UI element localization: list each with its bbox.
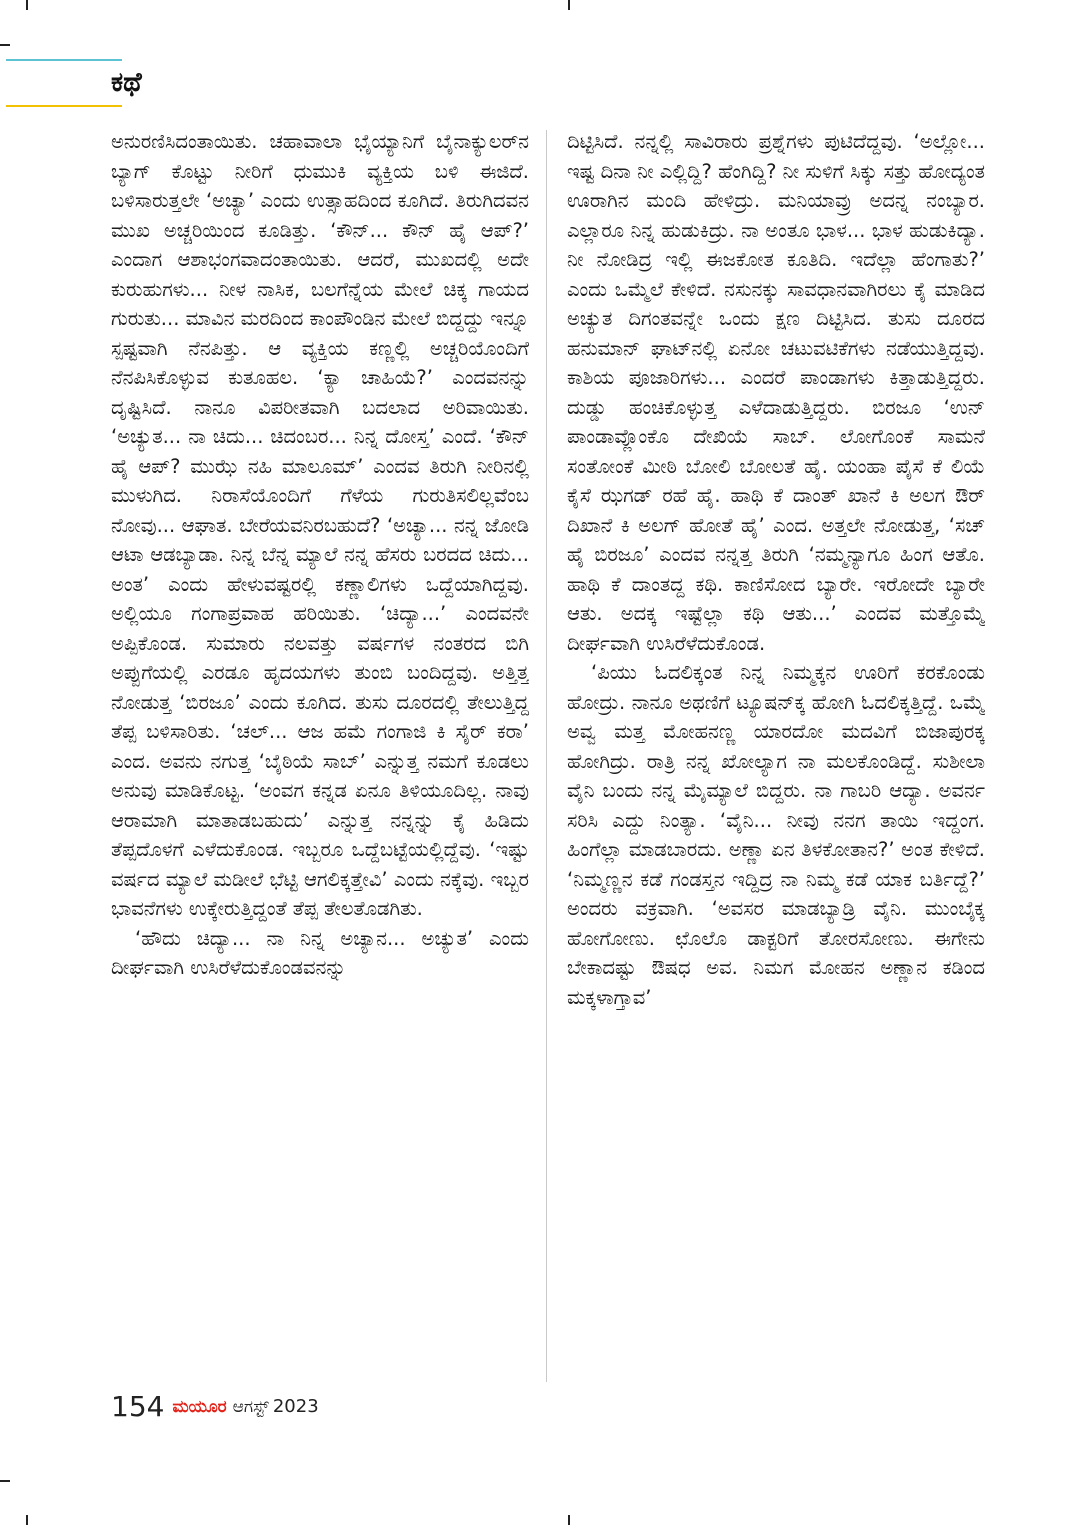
column-divider — [546, 130, 547, 1382]
issue-year: 2023 — [272, 1396, 319, 1417]
page-footer — [111, 1390, 319, 1430]
right-text-column — [567, 127, 985, 1382]
paragraph: ‘ಪಿಯು ಓದಲಿಕ್ಕಂತ ನಿನ್ನ ನಿಮ್ಮಕ್ಕನ ಊರಿಗೆ ಕರಕೊಂಡು ಹೋದ್ರು. ನಾನೂ ಅಥಣಿಗೆ ಟ್ಯೂಷನ್‌ಕ್ಕ ಹೋಗಿ ಓದಲಿಕ್ಕತ್ತಿದ್ದೆ. ಒಮ್ಮೆ ಅವ್ವ ಮತ್ತ ಮೋಹನಣ್ಣ ಯಾರದೋ ಮದವಿಗೆ ಬಿಜಾಪುರಕ್ಕ ಹೋಗಿದ್ರು. ರಾತ್ರಿ ನನ್ನ ಖೋಲ್ಯಾಗ ನಾ ಮಲಕೊಂಡಿದ್ದೆ. ಸುಶೀಲಾ ವೈನಿ ಬಂದು ನನ್ನ ಮೈಮ್ಯಾಲೆ ಬಿದ್ದರು. ನಾ ಗಾಬರಿ ಆದ್ಯಾ. ಅವರ್ನ ಸರಿಸಿ ಎದ್ದು ನಿಂತ್ಯಾ. ‘ವೈನಿ... ನೀವು ನನಗ ತಾಯಿ ಇದ್ದಂಗ. ಹಿಂಗೆಲ್ಲಾ ಮಾಡಬಾರದು. ಅಣ್ಣಾ ಏನ ತಿಳಕೋತಾನ?’ ಅಂತ ಕೇಳಿದೆ. ‘ನಿಮ್ಮಣ್ಣನ ಕಡೆ ಗಂಡಸ್ತನ ಇದ್ದಿದ್ರ ನಾ ನಿಮ್ಮ ಕಡೆ ಯಾಕ ಬರ್ತಿದ್ದೆ?’ ಅಂದರು ವಕ್ರವಾಗಿ. ‘ಅವಸರ ಮಾಡಬ್ಯಾಡ್ರಿ ವೈನಿ. ಮುಂಬೈಕ್ಕ ಹೋಗೋಣು. ಛೊಲೊ ಡಾಕ್ಟರಿಗೆ ತೋರಸೋಣು. ಈಗೇನು ಬೇಕಾದಷ್ಟು ಔಷಧ ಅವ. ನಿಮಗ ಮೋಹನ ಅಣ್ಣಾನ ಕಡಿಂದ ಮಕ್ಕಳಾಗ್ತಾವ’ — [567, 661, 985, 1009]
crop-mark — [0, 1480, 10, 1482]
paragraph: ದಿಟ್ಟಿಸಿದೆ. ನನ್ನಲ್ಲಿ ಸಾವಿರಾರು ಪ್ರಶ್ನೆಗಳು ಪುಟಿದೆದ್ದವು. ‘ಅಲ್ಲೋ... ಇಷ್ಟ ದಿನಾ ನೀ ಎಲ್ಲಿದ್ದಿ? ಹೆಂಗಿದ್ದಿ? ನೀ ಸುಳಿಗೆ ಸಿಕ್ಕು ಸತ್ತು ಹೋದ್ಯಂತ ಊರಾಗಿನ ಮಂದಿ ಹೇಳಿದ್ರು. ಮನಿಯಾವ್ರು ಅದನ್ನ ನಂಬ್ಯಾರ. ಎಲ್ಲಾರೂ ನಿನ್ನ ಹುಡುಕಿದ್ರು. ನಾ ಅಂತೂ ಭಾಳ... ಭಾಳ ಹುಡುಕಿದ್ಯಾ. ನೀ ನೋಡಿದ್ರ ಇಲ್ಲಿ ಈಜಕೋತ ಕೂತಿದಿ. ಇದೆಲ್ಲಾ ಹೆಂಗಾತು?’ ಎಂದು ಒಮ್ಮೆಲೆ ಕೇಳಿದೆ. ನಸುನಕ್ಕು ಸಾವಧಾನವಾಗಿರಲು ಕೈ ಮಾಡಿದ ಅಚ್ಯುತ ದಿಗಂತವನ್ನೇ ಒಂದು ಕ್ಷಣ ದಿಟ್ಟಿಸಿದ. ತುಸು ದೂರದ ಹನುಮಾನ್ ಘಾಟ್‌ನಲ್ಲಿ ಏನೋ ಚಟುವಟಿಕೆಗಳು ನಡೆಯುತ್ತಿದ್ದವು. ಕಾಶಿಯ ಪೂಜಾರಿಗಳು... ಎಂದರೆ ಪಾಂಡಾಗಳು ಕಿತ್ತಾಡುತ್ತಿದ್ದರು. ದುಡ್ಡು ಹಂಚಿಕೊಳ್ಳುತ್ತ ಎಳೆದಾಡುತ್ತಿದ್ದರು. ಬಿರಜೂ ‘ಉನ್ ಪಾಂಡಾವ್ಲೊಂಕೊ ದೇಖಿಯೆ ಸಾಬ್. ಲೋಗೊಂಕೆ ಸಾಮನೆ ಸಂತೋಂಕೆ ಮೀಠಿ ಬೋಲಿ ಬೋಲತೆ ಹೈ. ಯಂಹಾ ಪೈಸೆ ಕೆ ಲಿಯೆ ಕೈಸೆ ಝಗಡ್ ರಹೆ ಹೈ. ಹಾಥಿ ಕೆ ದಾಂತ್ ಖಾನೆ ಕಿ ಅಲಗ ಔರ್ ದಿಖಾನೆ ಕಿ ಅಲಗ್ ಹೋತೆ ಹೈ’ ಎಂದ. ಅತ್ತಲೇ ನೋಡುತ್ತ, ‘ಸಚ್ ಹೈ ಬಿರಜೂ’ ಎಂದವ ನನ್ನತ್ತ ತಿರುಗಿ ‘ನಮ್ಮನ್ಯಾಗೂ ಹಿಂಗ ಆತೊ. ಹಾಥಿ ಕೆ ದಾಂತದ್ದ ಕಥಿ. ಕಾಣಿಸೋದ ಬ್ಯಾರೇ. ಇರೋದೇ ಬ್ಯಾರೇ ಆತು. ಅದಕ್ಕ ಇಷ್ಟೆಲ್ಲಾ ಕಥಿ ಆತು...’ ಎಂದವ ಮತ್ತೊಮ್ಮೆ ದೀರ್ಘವಾಗಿ ಉಸಿರೆಳೆದುಕೊಂಡ. — [567, 130, 985, 655]
crop-mark — [0, 44, 10, 46]
section-title: ಕಥೆ — [111, 67, 142, 98]
magazine-logo: ಮಯೂರ — [172, 1396, 227, 1417]
crop-mark — [26, 1515, 28, 1525]
crop-mark — [568, 0, 570, 10]
issue-month: ಆಗಸ್ಟ್ — [232, 1396, 269, 1417]
header-rule-yellow — [6, 105, 122, 107]
header-rule-teal — [6, 59, 122, 61]
paragraph: ‘ಹೌದು ಚಿದ್ಯಾ... ನಾ ನಿನ್ನ ಅಚ್ಯಾನ... ಅಚ್ಯುತ’ ಎಂದು ದೀರ್ಘವಾಗಿ ಉಸಿರೆಳೆದುಕೊಂಡವನನ್ನು — [111, 926, 529, 979]
left-text-column — [111, 127, 529, 1382]
crop-mark — [26, 0, 28, 10]
crop-mark — [568, 1515, 570, 1525]
page-number: 154 — [111, 1390, 165, 1423]
paragraph: ಅನುರಣಿಸಿದಂತಾಯಿತು. ಚಹಾವಾಲಾ ಭೈಯ್ಯಾನಿಗೆ ಬೈನಾಕ್ಯುಲರ್‌ನ ಬ್ಯಾಗ್ ಕೊಟ್ಟು ನೀರಿಗೆ ಧುಮುಕಿ ವ್ಯಕ್ತಿಯ ಬಳಿ ಈಜಿದೆ. ಬಳಿಸಾರುತ್ತಲೇ ‘ಅಚ್ಯಾ’ ಎಂದು ಉತ್ಸಾಹದಿಂದ ಕೂಗಿದೆ. ತಿರುಗಿದವನ ಮುಖ ಅಚ್ಚರಿಯಿಂದ ಕೂಡಿತ್ತು. ‘ಕೌನ್... ಕೌನ್ ಹೈ ಆಪ್?’ ಎಂದಾಗ ಆಶಾಭಂಗವಾದಂತಾಯಿತು. ಆದರೆ, ಮುಖದಲ್ಲಿ ಅದೇ ಕುರುಹುಗಳು... ನೀಳ ನಾಸಿಕ, ಬಲಗೆನ್ನೆಯ ಮೇಲೆ ಚಿಕ್ಕ ಗಾಯದ ಗುರುತು... ಮಾವಿನ ಮರದಿಂದ ಕಾಂಪೌಂಡಿನ ಮೇಲೆ ಬಿದ್ದದ್ದು ಇನ್ನೂ ಸ್ಪಷ್ಟವಾಗಿ ನೆನಪಿತ್ತು. ಆ ವ್ಯಕ್ತಿಯ ಕಣ್ಣಲ್ಲಿ ಅಚ್ಚರಿಯೊಂದಿಗೆ ನೆನಪಿಸಿಕೊಳ್ಳುವ ಕುತೂಹಲ. ‘ಕ್ಯಾ ಚಾಹಿಯೆ?’ ಎಂದವನನ್ನು ದೃಷ್ಟಿಸಿದೆ. ನಾನೂ ವಿಪರೀತವಾಗಿ ಬದಲಾದ ಅರಿವಾಯಿತು. ‘ಅಚ್ಯುತ... ನಾ ಚಿದು... ಚಿದಂಬರ... ನಿನ್ನ ದೋಸ್ತ’ ಎಂದೆ. ‘ಕೌನ್ ಹೈ ಆಪ್? ಮುಝೆ ನಹಿ ಮಾಲೂಮ್’ ಎಂದವ ತಿರುಗಿ ನೀರಿನಲ್ಲಿ ಮುಳುಗಿದ. ನಿರಾಸೆಯೊಂದಿಗೆ ಗೆಳೆಯ ಗುರುತಿಸಲಿಲ್ಲವೆಂಬ ನೋವು... ಆಘಾತ. ಬೇರೆಯವನಿರಬಹುದೆ? ‘ಅಚ್ಯಾ... ನನ್ನ ಜೋಡಿ ಆಟಾ ಆಡಬ್ಯಾಡಾ. ನಿನ್ನ ಬೆನ್ನ ಮ್ಯಾಲೆ ನನ್ನ ಹೆಸರು ಬರದದ ಚಿದು... ಅಂತ’ ಎಂದು ಹೇಳುವಷ್ಟರಲ್ಲಿ ಕಣ್ಣಾಲಿಗಳು ಒದ್ದೆಯಾಗಿದ್ದವು. ಅಲ್ಲಿಯೂ ಗಂಗಾಪ್ರವಾಹ ಹರಿಯಿತು. ‘ಚಿದ್ಯಾ...’ ಎಂದವನೇ ಅಪ್ಪಿಕೊಂಡ. ಸುಮಾರು ನಲವತ್ತು ವರ್ಷಗಳ ನಂತರದ ಬಿಗಿ ಅಪ್ಪುಗೆಯಲ್ಲಿ ಎರಡೂ ಹೃದಯಗಳು ತುಂಬಿ ಬಂದಿದ್ದವು. ಅತ್ತಿತ್ತ ನೋಡುತ್ತ ‘ಬಿರಜೂ’ ಎಂದು ಕೂಗಿದ. ತುಸು ದೂರದಲ್ಲಿ ತೇಲುತ್ತಿದ್ದ ತೆಪ್ಪ ಬಳಿಸಾರಿತು. ‘ಚಲ್... ಆಜ ಹಮೆ ಗಂಗಾಜಿ ಕಿ ಸೈರ್ ಕರಾ’ ಎಂದ. ಅವನು ನಗುತ್ತ ‘ಬೈಠಿಯೆ ಸಾಬ್’ ಎನ್ನುತ್ತ ನಮಗೆ ಕೂಡಲು ಅನುವು ಮಾಡಿಕೊಟ್ಟ. ‘ಅಂವಗ ಕನ್ನಡ ಏನೂ ತಿಳಿಯೂದಿಲ್ಲ. ನಾವು ಆರಾಮಾಗಿ ಮಾತಾಡಬಹುದು’ ಎನ್ನುತ್ತ ನನ್ನನ್ನು ಕೈ ಹಿಡಿದು ತೆಪ್ಪದೊಳಗೆ ಎಳೆದುಕೊಂಡ. ಇಬ್ಬರೂ ಒದ್ದೆಬಟ್ಟೆಯಲ್ಲಿದ್ದೆವು. ‘ಇಷ್ಟು ವರ್ಷದ ಮ್ಯಾಲೆ ಮಡೀಲೆ ಭೆಟ್ಟಿ ಆಗಲಿಕ್ಕತ್ತೇವಿ’ ಎಂದು ನಕ್ಕೆವು. ಇಬ್ಬರ ಭಾವನೆಗಳು ಉಕ್ಕೇರುತ್ತಿದ್ದಂತೆ ತೆಪ್ಪ ತೇಲತೊಡಗಿತು. — [111, 130, 529, 920]
